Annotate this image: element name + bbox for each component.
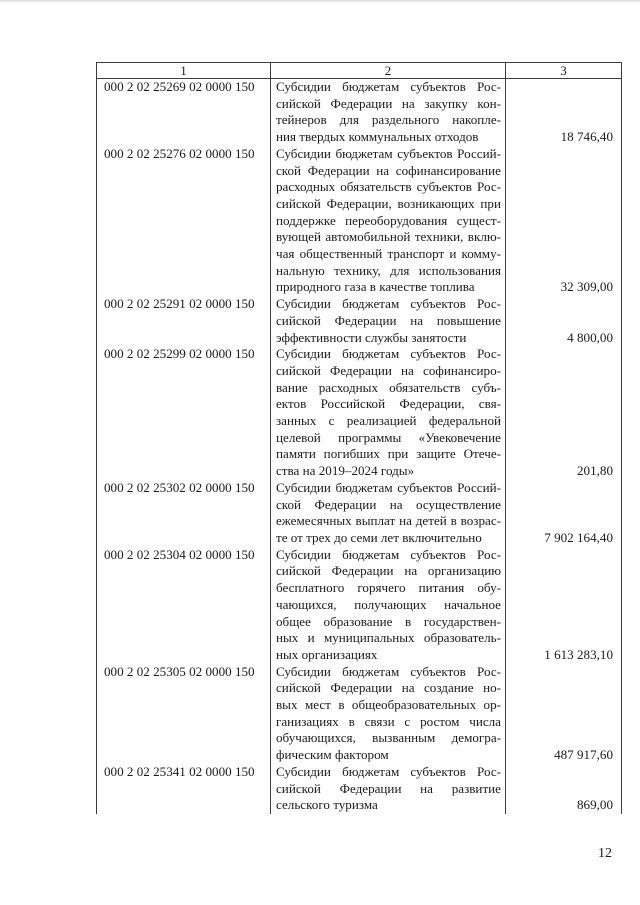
description-line: те от трех до семи лет включительно — [276, 529, 482, 545]
description-line: вание расходных обязательств субъ- — [276, 379, 501, 395]
page-number: 12 — [598, 846, 612, 861]
table-row — [97, 296, 622, 346]
description-line: Субсидии бюджетам субъектов Россий- — [276, 145, 501, 161]
description-line: занных с реализацией федеральной — [276, 413, 501, 429]
description-line: сийской Федерации на закупку кон- — [276, 95, 501, 111]
amount: 1 613 283,10 — [506, 547, 622, 664]
budget-code: 000 2 02 25305 02 0000 150 — [97, 664, 271, 764]
description-line: Субсидии бюджетам субъектов Рос- — [276, 763, 501, 779]
budget-code: 000 2 02 25276 02 0000 150 — [97, 146, 271, 296]
scan-top-edge — [0, 0, 640, 3]
budget-code: 000 2 02 25269 02 0000 150 — [97, 79, 271, 146]
description-line: Субсидии бюджетам субъектов Рос- — [276, 346, 501, 362]
header-cell-2: 2 — [271, 63, 506, 79]
description-line: сийской Федерации на софинансиро- — [276, 362, 501, 378]
subsidy-description — [271, 764, 506, 814]
description-line: нальную технику, для использования — [276, 262, 501, 278]
header-cell-3: 3 — [506, 63, 622, 79]
description-line: сийской Федерации на повышение — [276, 312, 501, 328]
description-line: сельского туризма — [276, 797, 378, 813]
description-line: ежемесячных выплат на детей в возрас- — [276, 513, 501, 529]
subsidy-description — [271, 146, 506, 296]
budget-code: 000 2 02 25291 02 0000 150 — [97, 296, 271, 346]
budget-code: 000 2 02 25341 02 0000 150 — [97, 764, 271, 814]
table-row — [97, 664, 622, 764]
description-line: сийской Федерации на развитие — [276, 780, 501, 796]
description-line: расходных обязательств субъектов Рос- — [276, 179, 501, 195]
table-row — [97, 764, 622, 814]
amount: 201,80 — [506, 346, 622, 480]
budget-table — [96, 62, 622, 814]
description-line: эффективности службы занятости — [276, 329, 467, 345]
description-line: Субсидии бюджетам субъектов Рос- — [276, 79, 501, 94]
subsidy-description — [271, 346, 506, 480]
description-line: ных и муниципальных образователь- — [276, 630, 501, 646]
description-line: природного газа в качестве топлива — [276, 279, 475, 295]
description-line: сийской Федерации на создание но- — [276, 680, 501, 696]
description-line: вующей автомобильной техники, вклю- — [276, 229, 501, 245]
description-line: целевой программы «Увековечение — [276, 429, 501, 445]
table-row — [97, 480, 622, 547]
description-line: Субсидии бюджетам субъектов Россий- — [276, 479, 501, 495]
description-line: фическим фактором — [276, 747, 389, 763]
description-line: ганизациях в связи с ростом числа — [276, 713, 501, 729]
description-line: ния твердых коммунальных отходов — [276, 129, 479, 145]
description-line: чающихся, получающих начальное — [276, 596, 501, 612]
header-cell-1: 1 — [97, 63, 271, 79]
description-line: ской Федерации на софинансирование — [276, 162, 501, 178]
subsidy-description — [271, 480, 506, 547]
amount: 7 902 164,40 — [506, 480, 622, 547]
budget-code: 000 2 02 25304 02 0000 150 — [97, 547, 271, 664]
subsidy-description — [271, 296, 506, 346]
table-row — [97, 146, 622, 296]
budget-code: 000 2 02 25302 02 0000 150 — [97, 480, 271, 547]
table-row — [97, 346, 622, 480]
description-line: сийской Федерации, возникающих при — [276, 195, 501, 211]
amount: 4 800,00 — [506, 296, 622, 346]
amount: 487 917,60 — [506, 664, 622, 764]
description-line: Субсидии бюджетам субъектов Рос- — [276, 296, 501, 312]
subsidy-description — [271, 79, 506, 146]
amount: 18 746,40 — [506, 79, 622, 146]
description-line: ных организациях — [276, 646, 378, 662]
header-row — [97, 63, 622, 79]
description-line: Субсидии бюджетам субъектов Рос- — [276, 663, 501, 679]
description-line: обучающихся, вызванным демогра- — [276, 730, 501, 746]
subsidy-description — [271, 547, 506, 664]
description-line: поддержке переоборудования сущест- — [276, 212, 501, 228]
description-line: ектов Российской Федерации, свя- — [276, 396, 501, 412]
description-line: памяти погибших при защите Отече- — [276, 446, 501, 462]
budget-code: 000 2 02 25299 02 0000 150 — [97, 346, 271, 480]
description-line: тейнеров для раздельного накопле- — [276, 112, 501, 128]
description-line: бесплатного горячего питания обу- — [276, 580, 501, 596]
amount: 869,00 — [506, 764, 622, 814]
description-line: сийской Федерации на организацию — [276, 563, 501, 579]
table-row — [97, 547, 622, 664]
description-line: ской Федерации на осуществление — [276, 496, 501, 512]
table-row — [97, 79, 622, 146]
description-line: Субсидии бюджетам субъектов Рос- — [276, 546, 501, 562]
description-line: вых мест в общеобразовательных ор- — [276, 697, 501, 713]
subsidy-description — [271, 664, 506, 764]
description-line: общее образование в государствен- — [276, 613, 501, 629]
description-line: чая общественный транспорт и комму- — [276, 246, 501, 262]
description-line: ства на 2019–2024 годы» — [276, 463, 415, 479]
amount: 32 309,00 — [506, 146, 622, 296]
